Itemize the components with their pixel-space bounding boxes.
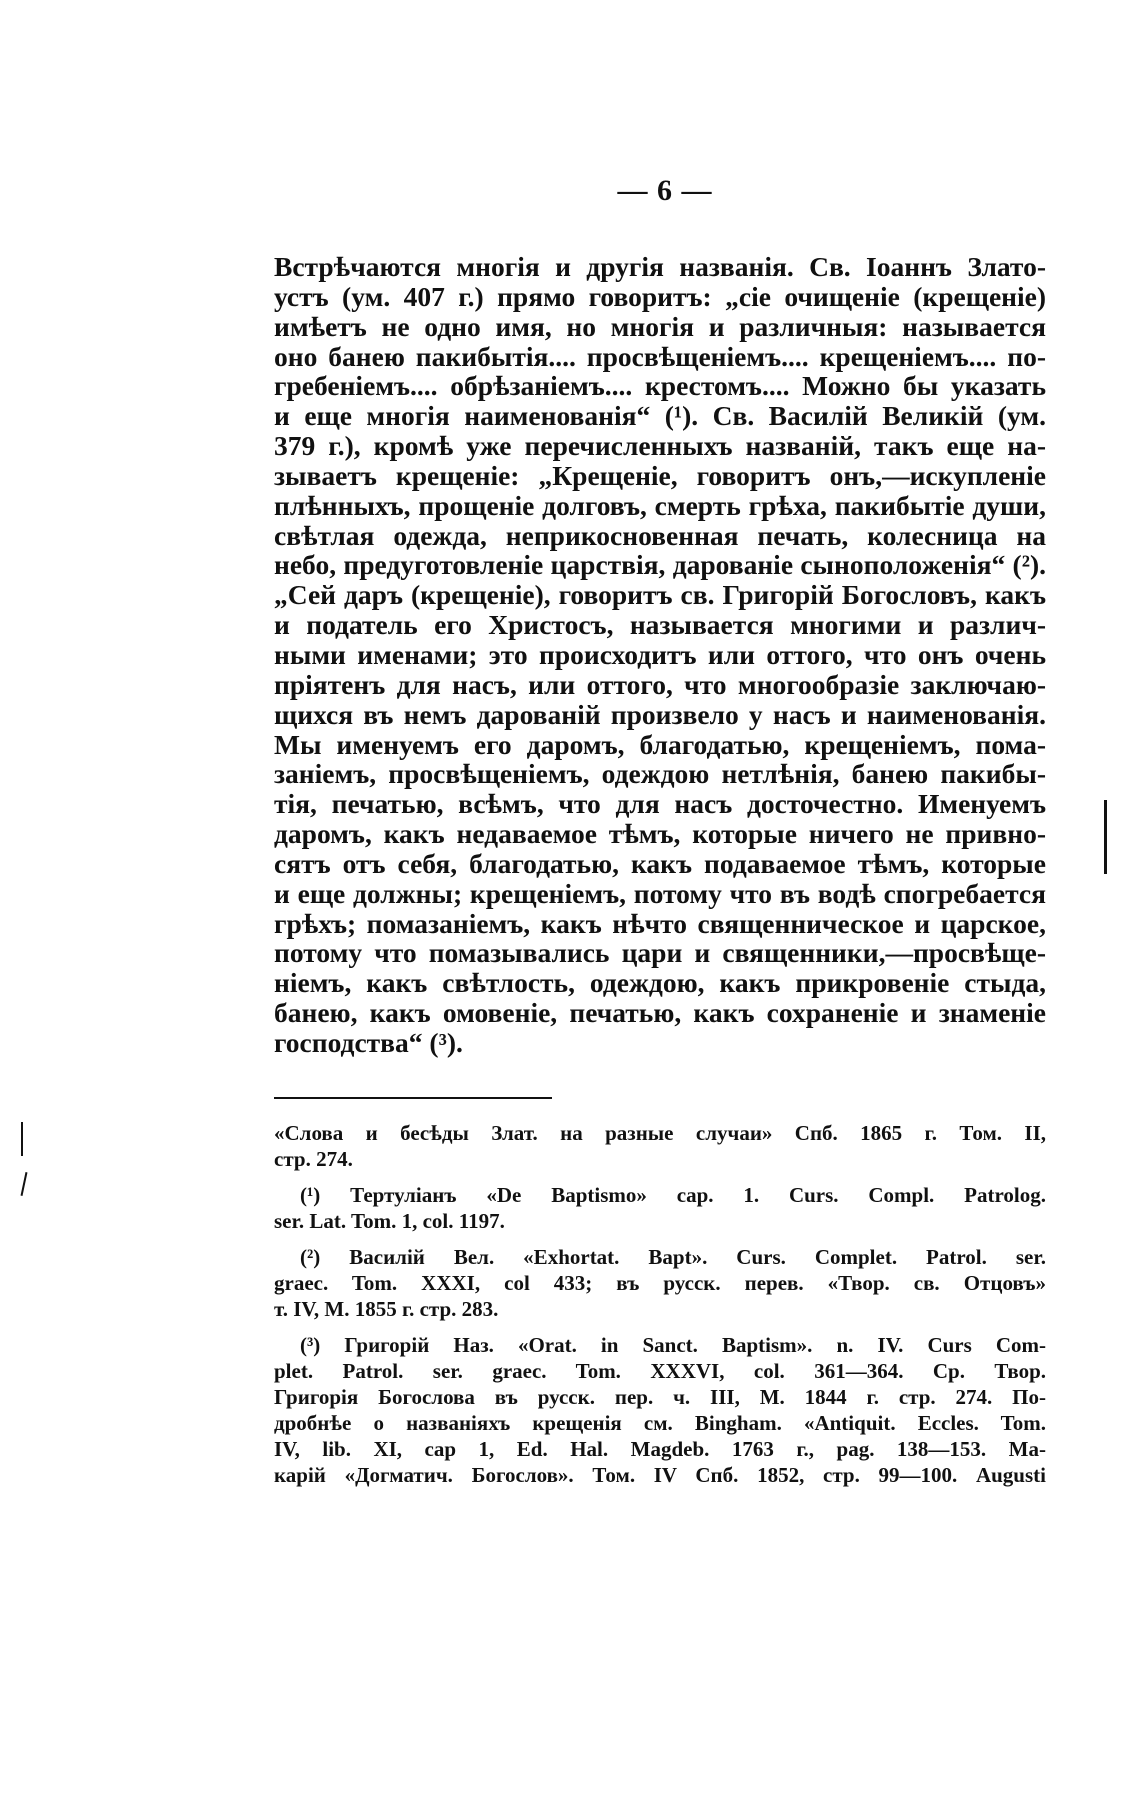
scan-mark-left-lower (21, 1172, 28, 1196)
text-line: и еще многія наименованія“ (¹). Св. Василій Великій (ум. (274, 400, 1046, 432)
text-line: свѣтлая одежда, неприкосновенная печать, колесница на (274, 519, 1046, 551)
footnote-line: стр. 274. (274, 1147, 353, 1171)
footnote-line: IV, lib. XI, cap 1, Ed. Hal. Magdeb. 1763 г., pag. 138—153. Ма- (274, 1437, 1046, 1461)
text-line: ными именами; это происходитъ или оттого, что онъ очень (274, 638, 1046, 670)
text-line: Встрѣчаются многія и другія названія. Св. Іоаннъ Злато- (274, 251, 1046, 282)
text-line: Мы именуемъ его даромъ, благодатью, крещеніемъ, пома- (274, 728, 1046, 760)
text-line: плѣнныхъ, прощеніе долговъ, смерть грѣха, пакибытіе души, (274, 489, 1046, 521)
footnote (274, 1244, 1046, 1322)
footnote-line: т. IV, M. 1855 г. стр. 283. (274, 1297, 499, 1321)
footnote-line: (¹) Тертуліанъ «De Baptismo» cap. 1. Curs. Compl. Patrolog. (300, 1183, 1046, 1207)
text-line: и податель его Христосъ, называется многими и различ- (274, 609, 1046, 641)
text-line: ніемъ, какъ свѣтлость, одеждою, какъ прикровеніе стыда, (274, 967, 1046, 999)
footnote-line: дробнѣе о названіяхъ крещенія см. Bingham. «Antiquit. Eccles. Tom. (274, 1411, 1046, 1435)
text-line: даромъ, какъ недаваемое тѣмъ, которые ничего не привно- (274, 818, 1046, 850)
text-line: тія, печатью, всѣмъ, что для насъ досточестно. Именуемъ (274, 788, 1046, 820)
text-line: сятъ отъ себя, благодатью, какъ подаваемое тѣмъ, которые (274, 847, 1046, 879)
footnote-line: (³) Григорій Наз. «Orat. in Sanct. Baptism». n. IV. Curs Com- (300, 1333, 1046, 1357)
footnote-divider (274, 1097, 552, 1099)
text-line: банею, какъ омовеніе, печатью, какъ сохраненіе и знаменіе (274, 997, 1046, 1029)
footnote (274, 1120, 1046, 1172)
page-number: — 6 — (617, 174, 713, 207)
text-line: господства“ (³). (274, 1026, 463, 1058)
footnote-line: Григорія Богослова въ русск. пер. ч. III, M. 1844 г. стр. 274. По- (274, 1385, 1046, 1409)
footnote-line: graec. Tom. XXXI, col 433; въ русск. перев. «Твор. св. Отцовъ» (274, 1271, 1046, 1295)
footnote-line: (²) Василій Вел. «Exhortat. Bapt». Curs. Complet. Patrol. ser. (300, 1245, 1046, 1269)
scan-mark-left (21, 1122, 23, 1156)
text-line: потому что помазывались цари и священники,—просвѣще- (274, 937, 1046, 969)
text-line: 379 г.), кромѣ уже перечисленныхъ названій, такъ еще на- (274, 430, 1046, 462)
text-line: грѣхъ; помазаніемъ, какъ нѣчто священническое и царское, (274, 907, 1046, 939)
text-line: зываетъ крещеніе: „Крещеніе, говоритъ онъ,—искупленіе (274, 459, 1046, 491)
footnote (274, 1182, 1046, 1234)
text-line: „Сей даръ (крещеніе), говоритъ св. Григорій Богословъ, какъ (274, 579, 1046, 611)
footnotes (274, 1120, 1046, 1498)
footnote (274, 1332, 1046, 1488)
text-line: оно банею пакибытія.... просвѣщеніемъ.... крещеніемъ.... по- (274, 340, 1046, 372)
footnote-line: plet. Patrol. ser. graec. Tom. XXXVI, col. 361—364. Ср. Твор. (274, 1359, 1046, 1383)
text-line: устъ (ум. 407 г.) прямо говоритъ: „сіе очищеніе (крещеніе) (274, 280, 1046, 312)
text-line: и еще должны; крещеніемъ, потому что въ водѣ спогребается (274, 877, 1046, 909)
text-line: заніемъ, просвѣщеніемъ, одеждою нетлѣнія, банею пакибы- (274, 758, 1046, 790)
main-text (274, 252, 1046, 1058)
text-line: небо, предуготовленіе царствія, дарованіе сыноположенія“ (²). (274, 549, 1046, 581)
text-line: имѣетъ не одно имя, но многія и различныя: называется (274, 310, 1046, 342)
text-line: щихся въ немъ дарованій произвело у насъ и наименованія. (274, 698, 1046, 730)
scan-mark-right (1104, 800, 1107, 874)
footnote-line: «Слова и бесѣды Злат. на разные случаи» Спб. 1865 г. Том. II, (274, 1121, 1046, 1145)
footnote-line: карій «Догматич. Богослов». Том. IV Спб. 1852, стр. 99—100. Augusti (274, 1463, 1046, 1487)
footnote-line: ser. Lat. Tom. 1, col. 1197. (274, 1209, 505, 1233)
text-line: гребеніемъ.... обрѣзаніемъ.... крестомъ.... Можно бы указать (274, 370, 1046, 402)
text-line: пріятенъ для насъ, или оттого, что многообразіе заключаю- (274, 668, 1046, 700)
